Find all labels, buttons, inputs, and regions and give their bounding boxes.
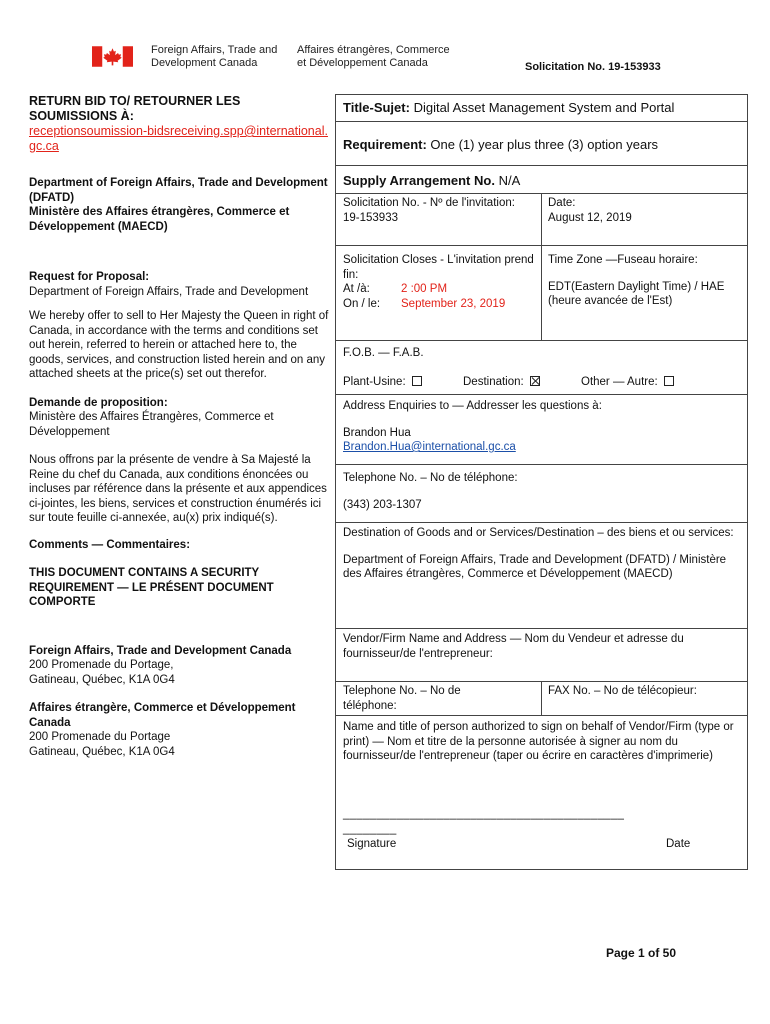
fax-label: FAX No. – No de télécopieur:	[548, 685, 697, 697]
destination-goods-label: Destination of Goods and or Services/Destination – des biens et ou services:	[343, 527, 734, 539]
canada-flag-logo	[92, 46, 133, 67]
destination-checkbox[interactable]	[530, 376, 540, 386]
title-row	[336, 100, 749, 116]
department-name-english: Foreign Affairs, Trade and Development Canada	[151, 44, 278, 69]
plant-usine-checkbox[interactable]	[412, 376, 422, 386]
plant-usine-label: Plant-Usine:	[343, 375, 406, 388]
address-enquiries-label: Address Enquiries to — Addresser les questions à:	[343, 400, 602, 412]
vendor-name-address-label: Vendor/Firm Name and Address — Nom du Vendeur et adresse du fournisseur/de l'entrepreneur:	[343, 633, 684, 660]
page-number: Page 1 of 50	[606, 946, 677, 960]
at-label: At /à:	[343, 283, 370, 295]
fob-label: F.O.B. — F.A.B.	[343, 347, 424, 359]
telephone-label: Telephone No. – No de téléphone:	[343, 472, 518, 484]
requirement-value: One (1) year plus three (3) option years	[430, 137, 659, 152]
left-column	[29, 94, 329, 759]
rfp-text: Department of Foreign Affairs, Trade and Development	[29, 285, 309, 298]
supply-arrangement-row	[336, 173, 749, 189]
other-label: Other — Autre:	[581, 375, 658, 388]
offer-french-text: Nous offrons par la présente de vendre à Sa Majesté la Reine du chef du Canada, aux conditions énoncées ou incluses par référence dans la présente et aux appendices ci-jointes, les biens, services et construction énumérés ici sur toute feuille ci-annexée, au(x) prix indiqué(s).	[29, 454, 327, 524]
signature-line: __________________________________________________	[343, 808, 625, 835]
address-english-lines: 200 Promenade du Portage, Gatineau, Québec, K1A 0G4	[29, 659, 175, 686]
address-english-name: Foreign Affairs, Trade and Development Canada	[29, 644, 292, 657]
solicitation-number-value: 19-153933	[343, 211, 398, 224]
comments-label: Comments — Commentaires:	[29, 538, 191, 551]
on-label: On / le:	[343, 297, 381, 310]
solicitation-form-table	[335, 94, 748, 870]
contact-email-link[interactable]: Brandon.Hua@international.gc.ca	[343, 441, 516, 453]
title-label: Title-Sujet:	[343, 100, 410, 115]
signature-date-label: Date	[666, 838, 691, 850]
closing-date-value: September 23, 2019	[401, 297, 506, 310]
offer-english-text: We hereby offer to sell to Her Majesty the Queen in right of Canada, in accordance with the terms and conditions set out herein, referred to herein or attached here to, the goods, services, and construction listed herein and on any attached sheets at the price(s) set out therefor.	[29, 310, 329, 380]
department-name-french: Affaires étrangères, Commerce et Développement Canada	[297, 44, 450, 69]
supply-arrangement-label: Supply Arrangement No.	[343, 173, 495, 188]
rfp-label: Request for Proposal:	[29, 271, 150, 283]
requirement-label: Requirement:	[343, 137, 427, 152]
closing-time-value: 2 :00 PM	[401, 283, 448, 295]
return-bid-email-link[interactable]: receptionsoumission-bidsreceiving.spp@international.gc.ca	[29, 124, 328, 153]
department-block: Department of Foreign Affairs, Trade and Development (DFATD) Ministère des Affaires étrangères, Commerce et Développement (MAECD)	[29, 177, 328, 233]
return-bid-label: RETURN BID TO/ RETOURNER LES SOUMISSIONS À:	[29, 94, 241, 123]
solicitation-number-label: Solicitation No. - Nº de l'invitation:	[343, 197, 515, 209]
title-value: Digital Asset Management System and Portal	[413, 100, 675, 115]
demande-label: Demande de proposition:	[29, 396, 168, 409]
address-french-lines: 200 Promenade du Portage Gatineau, Québec, K1A 0G4	[29, 731, 175, 758]
contact-name: Brandon Hua	[343, 426, 411, 439]
signature-label: Signature	[347, 838, 397, 850]
solicitation-closes-label: Solicitation Closes - L'invitation prend fin:	[343, 254, 534, 281]
date-value: August 12, 2019	[548, 211, 632, 224]
destination-goods-value: Department of Foreign Affairs, Trade and Development (DFATD) / Ministère des Affaires étrangères, Commerce et Développement (MAECD)	[343, 553, 727, 580]
time-zone-value: EDT(Eastern Daylight Time) / HAE (heure avancée de l'Est)	[548, 280, 725, 307]
requirement-row	[336, 137, 749, 153]
demande-text: Ministère des Affaires Étrangères, Commerce et Développement	[29, 411, 274, 438]
date-label: Date:	[548, 197, 576, 209]
destination-label: Destination:	[463, 375, 524, 388]
vendor-telephone-label: Telephone No. – No de téléphone:	[343, 685, 461, 712]
address-french-name: Affaires étrangère, Commerce et Développement Canada	[29, 702, 296, 729]
telephone-value: (343) 203-1307	[343, 498, 422, 511]
security-requirement-text: THIS DOCUMENT CONTAINS A SECURITY REQUIREMENT — LE PRÉSENT DOCUMENT COMPORTE	[29, 567, 274, 608]
other-checkbox[interactable]	[664, 376, 674, 386]
solicitation-number-header: Solicitation No. 19-153933	[525, 61, 661, 73]
authorized-person-label: Name and title of person authorized to sign on behalf of Vendor/Firm (type or print) — Nom et titre de la personne autorisée à signer au nom du fournisseur/de l'entrepreneur (taper ou écrire en caractères d'imprimerie)	[343, 721, 734, 762]
time-zone-label: Time Zone —Fuseau horaire:	[548, 254, 698, 266]
supply-arrangement-value: N/A	[498, 173, 521, 188]
